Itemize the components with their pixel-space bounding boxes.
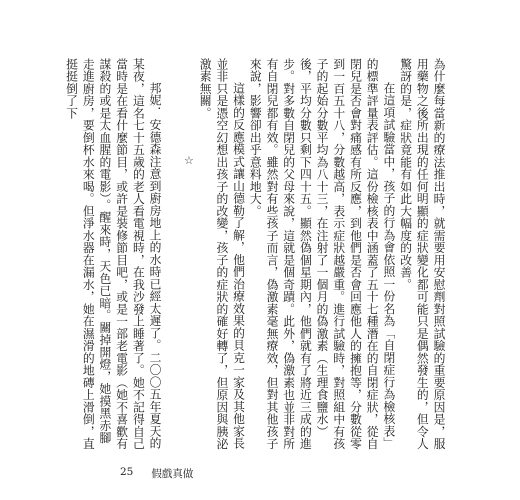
running-title: 假戲真做 xyxy=(151,468,194,480)
section-break-star-icon: ☆ xyxy=(182,154,196,168)
blank-line xyxy=(163,58,180,450)
page-footer xyxy=(120,466,193,481)
page-number: 25 xyxy=(120,466,134,478)
vertical-text-block xyxy=(63,58,447,450)
paragraph-4: 邦妮．安德森注意到廚房地上的水時已經太遲了。二〇〇五年夏天的某夜，這名七十五歲的老人看電視時，在我沙發上睡著了。她不記得自己當時是在看什麼節目，或許是裝修節目吧，或是一部老電影（她不喜歡有謀殺的或是太血腥的電影）。醒來時，天色已暗。關掉開燈，她摸黑赤腳走進廚房，要倒杯水來喝。但淨水器在漏水，她在濕滑的地磚上滑倒，直挺挺倒了下 xyxy=(64,58,163,450)
paragraph-1: 為什麼每當新的療法推出時，就需要用安慰劑對照試驗的重要原因是，服用藥物之後所出現的任何明顯的症狀變化都可能只是偶然發生的，但令人驚訝的是，症狀竟能有如此大幅度的改善。 xyxy=(398,58,446,450)
paragraph-3: 這樣的反應模式讓山德勒了解，他們治療效果的貝克一家及其他家長並非只是憑空幻想出孩子的改變，孩子的症狀的確好轉了，但原因與胰泌激素無關。 xyxy=(198,58,246,450)
paragraph-2: 在這項試驗當中，孩子的行為會依照一份名為「自閉症行為檢核表」的標準評量表評估。這份檢核表中涵蓋了五十七種潛在的自閉症狀，從自閉兒是否會對痛感有所反應，到他們是否會回應他人的擁抱等，分數從零到一百五十八，分數越高，表示症狀越嚴重。進行試驗時，對照組中有孩子的起始分數平均為八十三，在注射了一個月的偽激素（生理食鹽水）後，平均分數只剩下四十五。顯然偽個星期內，他們就有了將近三成的進步。對多數自閉兒的父母來說，這就是個奇蹟。此外，偽激素也並非對所有自閉兒都有效。雖然對有些孩子而言，偽激素毫無療效，但對其他孩子來說，影響卻出乎意料地大。 xyxy=(248,58,396,450)
